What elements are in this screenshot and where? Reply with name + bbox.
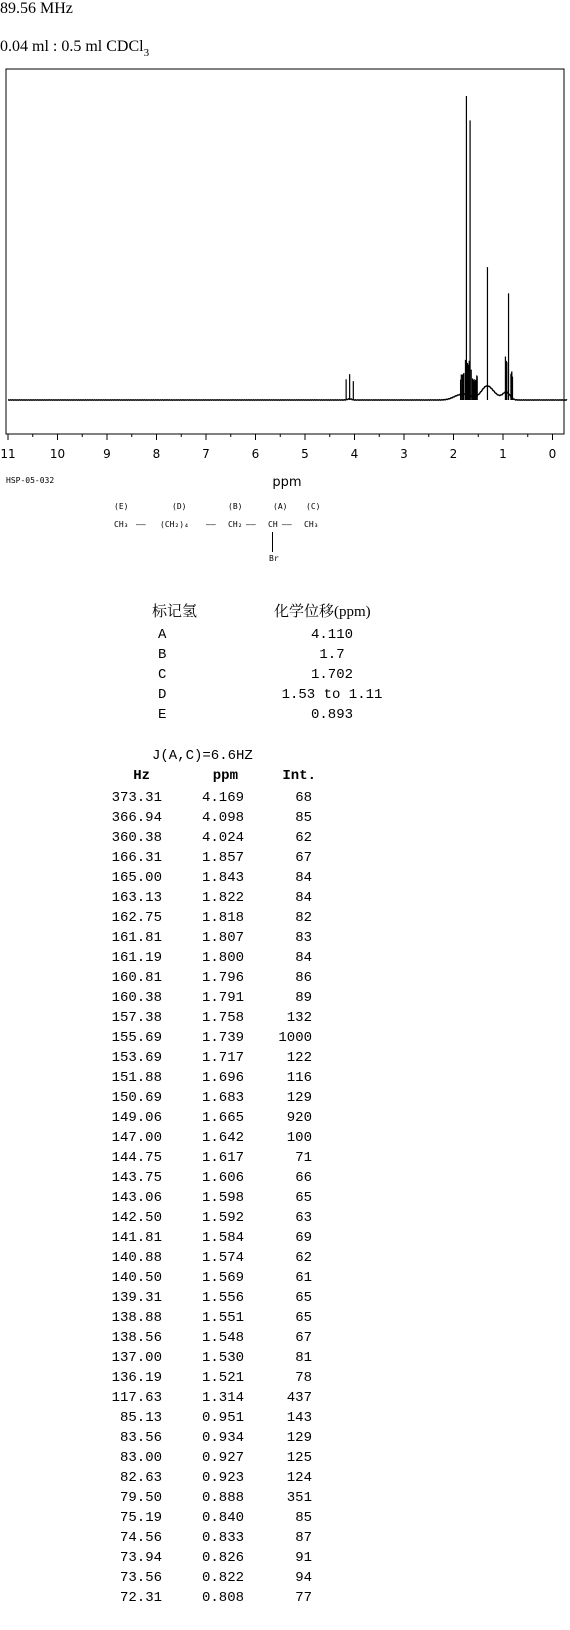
ch3-right: CH₃ <box>304 520 319 529</box>
cell-ppm: 1.584 <box>201 1230 244 1246</box>
cell-hz: 151.88 <box>111 1070 162 1086</box>
cell-ppm: 1.556 <box>201 1290 244 1306</box>
cell-hz: 141.81 <box>111 1230 162 1246</box>
cell-hz: 72.31 <box>119 1590 162 1606</box>
x-tick-label: 4 <box>350 447 359 461</box>
x-tick-label: 2 <box>449 447 458 461</box>
col-header-hz: Hz <box>133 768 150 784</box>
cell-ppm: 1.758 <box>201 1010 244 1026</box>
spectrometer-frequency: 89.56 MHz <box>0 0 73 17</box>
cell-int: 437 <box>286 1390 312 1406</box>
cell-hz: 360.38 <box>111 830 162 846</box>
cell-hz: 143.75 <box>111 1170 162 1186</box>
cell-int: 61 <box>295 1270 312 1286</box>
cell-int: 91 <box>295 1550 312 1566</box>
cell-hz: 136.19 <box>111 1370 162 1386</box>
x-tick-label: 3 <box>400 447 408 461</box>
cell-hz: 85.13 <box>119 1410 162 1426</box>
cell-hz: 74.56 <box>119 1530 162 1546</box>
cell-hz: 160.81 <box>111 970 162 986</box>
cell-ppm: 4.169 <box>201 790 244 806</box>
table-row <box>0 1008 330 1028</box>
cell-int: 87 <box>295 1530 312 1546</box>
shift-header-ppm: 化学位移(ppm) <box>274 604 371 620</box>
cell-ppm: 4.024 <box>201 830 244 846</box>
cell-ppm: 1.548 <box>201 1330 244 1346</box>
ch2-group: CH₂ <box>228 520 243 529</box>
br-atom: Br <box>269 554 279 563</box>
cell-int: 84 <box>295 870 312 886</box>
cell-int: 68 <box>295 790 312 806</box>
cell-int: 77 <box>295 1590 312 1606</box>
cell-ppm: 1.598 <box>201 1190 244 1206</box>
sample-id: HSP-05-032 <box>6 476 55 485</box>
cell-int: 129 <box>286 1430 312 1446</box>
cell-hz: 373.31 <box>111 790 162 806</box>
table-row <box>0 928 330 948</box>
cell-hz: 166.31 <box>111 850 162 866</box>
cell-ppm: 1.606 <box>201 1170 244 1186</box>
cell-int: 124 <box>286 1470 312 1486</box>
cell-int: 351 <box>286 1490 312 1506</box>
bond-3: —— <box>246 520 256 529</box>
table-row <box>0 1068 330 1088</box>
table-row <box>0 1148 330 1168</box>
cell-hz: 161.81 <box>111 930 162 946</box>
cell-int: 85 <box>295 810 312 826</box>
table-row <box>0 968 330 988</box>
label-b: (B) <box>228 502 243 511</box>
cell-ppm: 0.833 <box>201 1530 244 1546</box>
cell-int: 63 <box>295 1210 312 1226</box>
cell-ppm: 0.927 <box>201 1450 244 1466</box>
col-header-ppm: ppm <box>212 768 238 784</box>
cell-int: 143 <box>286 1410 312 1426</box>
x-tick-label: 6 <box>251 447 260 461</box>
cell-int: 920 <box>286 1110 312 1126</box>
bond-4: —— <box>282 520 292 529</box>
table-row <box>0 1408 330 1428</box>
table-row <box>0 1208 330 1228</box>
cell-int: 71 <box>295 1150 312 1166</box>
table-row <box>0 1488 330 1508</box>
shift-label: A <box>158 627 167 643</box>
table-row <box>0 1388 330 1408</box>
ch-group: CH <box>268 520 278 529</box>
table-row <box>0 1188 330 1208</box>
shift-label: C <box>158 667 167 683</box>
table-row <box>0 1328 330 1348</box>
table-row <box>0 1028 330 1048</box>
spectrum-baseline <box>8 386 567 401</box>
cell-ppm: 1.530 <box>201 1350 244 1366</box>
x-tick-label: 8 <box>152 447 161 461</box>
table-row <box>0 1088 330 1108</box>
table-row <box>0 1368 330 1388</box>
table-row <box>0 848 330 868</box>
table-row <box>0 888 330 908</box>
cell-ppm: 0.840 <box>201 1510 244 1526</box>
cell-ppm: 0.951 <box>201 1410 244 1426</box>
table-row <box>0 1288 330 1308</box>
cell-ppm: 1.569 <box>201 1270 244 1286</box>
table-row <box>0 1308 330 1328</box>
cell-ppm: 0.822 <box>201 1570 244 1586</box>
table-row <box>0 988 330 1008</box>
cell-hz: 155.69 <box>111 1030 162 1046</box>
cell-ppm: 1.521 <box>201 1370 244 1386</box>
cell-int: 122 <box>286 1050 312 1066</box>
cell-ppm: 0.808 <box>201 1590 244 1606</box>
cell-int: 81 <box>295 1350 312 1366</box>
cell-int: 86 <box>295 970 312 986</box>
table-row <box>0 1468 330 1488</box>
cell-hz: 153.69 <box>111 1050 162 1066</box>
cell-hz: 161.19 <box>111 950 162 966</box>
table-row <box>0 1108 330 1128</box>
table-row <box>0 1248 330 1268</box>
x-tick-label: 0 <box>548 447 557 461</box>
cell-hz: 138.56 <box>111 1330 162 1346</box>
cell-ppm: 1.796 <box>201 970 244 986</box>
bond-vertical <box>272 532 273 552</box>
cell-ppm: 0.888 <box>201 1490 244 1506</box>
x-tick-label: 7 <box>202 447 210 461</box>
cell-int: 65 <box>295 1190 312 1206</box>
cell-int: 129 <box>286 1090 312 1106</box>
table-row <box>0 788 330 808</box>
cell-int: 65 <box>295 1290 312 1306</box>
table-row <box>0 1428 330 1448</box>
cell-int: 69 <box>295 1230 312 1246</box>
cell-int: 62 <box>295 830 312 846</box>
cell-int: 84 <box>295 890 312 906</box>
table-row <box>0 1348 330 1368</box>
cell-ppm: 1.857 <box>201 850 244 866</box>
cell-hz: 117.63 <box>111 1390 162 1406</box>
cell-ppm: 0.934 <box>201 1430 244 1446</box>
sample-prefix: 0.04 ml : 0.5 ml CDCl <box>0 38 144 55</box>
cell-int: 82 <box>295 910 312 926</box>
cell-ppm: 1.642 <box>201 1130 244 1146</box>
cell-ppm: 1.800 <box>201 950 244 966</box>
cell-int: 125 <box>286 1450 312 1466</box>
cell-hz: 82.63 <box>119 1470 162 1486</box>
cell-int: 62 <box>295 1250 312 1266</box>
table-row <box>0 948 330 968</box>
x-tick-label: 5 <box>301 447 309 461</box>
d-group: (CH₂)₄ <box>160 520 189 529</box>
cell-ppm: 1.807 <box>201 930 244 946</box>
table-row <box>0 808 330 828</box>
cell-int: 132 <box>286 1010 312 1026</box>
shift-value: 0.893 <box>310 707 353 723</box>
cell-int: 66 <box>295 1170 312 1186</box>
table-row <box>0 1588 330 1608</box>
table-row <box>0 868 330 888</box>
cell-int: 1000 <box>278 1030 312 1046</box>
shift-value: 1.7 <box>319 647 345 663</box>
label-d: (D) <box>172 502 187 511</box>
cell-ppm: 0.826 <box>201 1550 244 1566</box>
cell-int: 100 <box>286 1130 312 1146</box>
cell-hz: 140.88 <box>111 1250 162 1266</box>
x-axis <box>0 434 556 461</box>
table-row <box>0 1048 330 1068</box>
cell-ppm: 1.739 <box>201 1030 244 1046</box>
label-a: (A) <box>273 502 288 511</box>
cell-hz: 150.69 <box>111 1090 162 1106</box>
cell-hz: 79.50 <box>119 1490 162 1506</box>
cell-int: 84 <box>295 950 312 966</box>
spectrum-trace <box>8 96 567 400</box>
cell-hz: 83.00 <box>119 1450 162 1466</box>
cell-int: 67 <box>295 1330 312 1346</box>
cell-ppm: 1.574 <box>201 1250 244 1266</box>
table-row <box>0 1228 330 1248</box>
table-row <box>0 1168 330 1188</box>
cell-int: 85 <box>295 1510 312 1526</box>
cell-hz: 75.19 <box>119 1510 162 1526</box>
x-axis-label: ppm <box>272 475 302 490</box>
cell-ppm: 1.592 <box>201 1210 244 1226</box>
cell-int: 89 <box>295 990 312 1006</box>
cell-int: 78 <box>295 1370 312 1386</box>
cell-hz: 147.00 <box>111 1130 162 1146</box>
cell-hz: 149.06 <box>111 1110 162 1126</box>
cell-ppm: 1.791 <box>201 990 244 1006</box>
label-c: (C) <box>306 502 321 511</box>
label-e: (E) <box>114 502 129 511</box>
x-tick-label: 1 <box>499 447 507 461</box>
shift-label: D <box>158 687 167 703</box>
cell-hz: 144.75 <box>111 1150 162 1166</box>
cell-hz: 163.13 <box>111 890 162 906</box>
cell-ppm: 4.098 <box>201 810 244 826</box>
cell-ppm: 1.551 <box>201 1310 244 1326</box>
cell-hz: 143.06 <box>111 1190 162 1206</box>
table-row <box>0 908 330 928</box>
cell-ppm: 1.818 <box>201 910 244 926</box>
cell-hz: 83.56 <box>119 1430 162 1446</box>
x-tick-label: 9 <box>103 447 111 461</box>
cell-ppm: 1.617 <box>201 1150 244 1166</box>
cell-hz: 162.75 <box>111 910 162 926</box>
cell-int: 65 <box>295 1310 312 1326</box>
table-row <box>0 828 330 848</box>
table-row <box>0 1528 330 1548</box>
col-header-int: Int. <box>282 768 316 784</box>
cell-hz: 142.50 <box>111 1210 162 1226</box>
cell-ppm: 1.683 <box>201 1090 244 1106</box>
cell-int: 67 <box>295 850 312 866</box>
cell-hz: 140.50 <box>111 1270 162 1286</box>
x-tick-label: 11 <box>0 447 16 461</box>
cell-int: 116 <box>286 1070 312 1086</box>
table-row <box>0 1448 330 1468</box>
cell-int: 83 <box>295 930 312 946</box>
shift-header-label: 标记氢 <box>152 604 198 620</box>
shift-value: 1.702 <box>310 667 353 683</box>
molecular-structure <box>100 502 360 572</box>
nmr-spectrum-chart <box>0 0 570 490</box>
table-row <box>0 1268 330 1288</box>
cell-ppm: 1.665 <box>201 1110 244 1126</box>
shift-value: 4.110 <box>310 627 353 643</box>
bond-2: —— <box>206 520 216 529</box>
cell-hz: 160.38 <box>111 990 162 1006</box>
cell-ppm: 1.314 <box>201 1390 244 1406</box>
cell-ppm: 1.717 <box>201 1050 244 1066</box>
cell-hz: 139.31 <box>111 1290 162 1306</box>
cell-hz: 137.00 <box>111 1350 162 1366</box>
cell-hz: 366.94 <box>111 810 162 826</box>
cell-ppm: 1.696 <box>201 1070 244 1086</box>
table-row <box>0 1508 330 1528</box>
cell-hz: 73.56 <box>119 1570 162 1586</box>
shift-value: 1.53 to 1.11 <box>281 687 383 703</box>
coupling-constant: J(A,C)=6.6HZ <box>152 748 253 764</box>
cell-int: 94 <box>295 1570 312 1586</box>
sample-subscript: 3 <box>143 47 150 59</box>
cell-hz: 138.88 <box>111 1310 162 1326</box>
table-row <box>0 1568 330 1588</box>
ch3-left: CH₃ <box>114 520 129 529</box>
plot-frame <box>6 69 564 434</box>
cell-hz: 165.00 <box>111 870 162 886</box>
cell-ppm: 1.822 <box>201 890 244 906</box>
table-row <box>0 1548 330 1568</box>
cell-hz: 157.38 <box>111 1010 162 1026</box>
bond-1: —— <box>136 520 146 529</box>
cell-ppm: 1.843 <box>201 870 244 886</box>
cell-hz: 73.94 <box>119 1550 162 1566</box>
cell-ppm: 0.923 <box>201 1470 244 1486</box>
shift-label: B <box>158 647 167 663</box>
x-tick-label: 10 <box>49 447 66 461</box>
shift-label: E <box>158 707 167 723</box>
table-row <box>0 1128 330 1148</box>
